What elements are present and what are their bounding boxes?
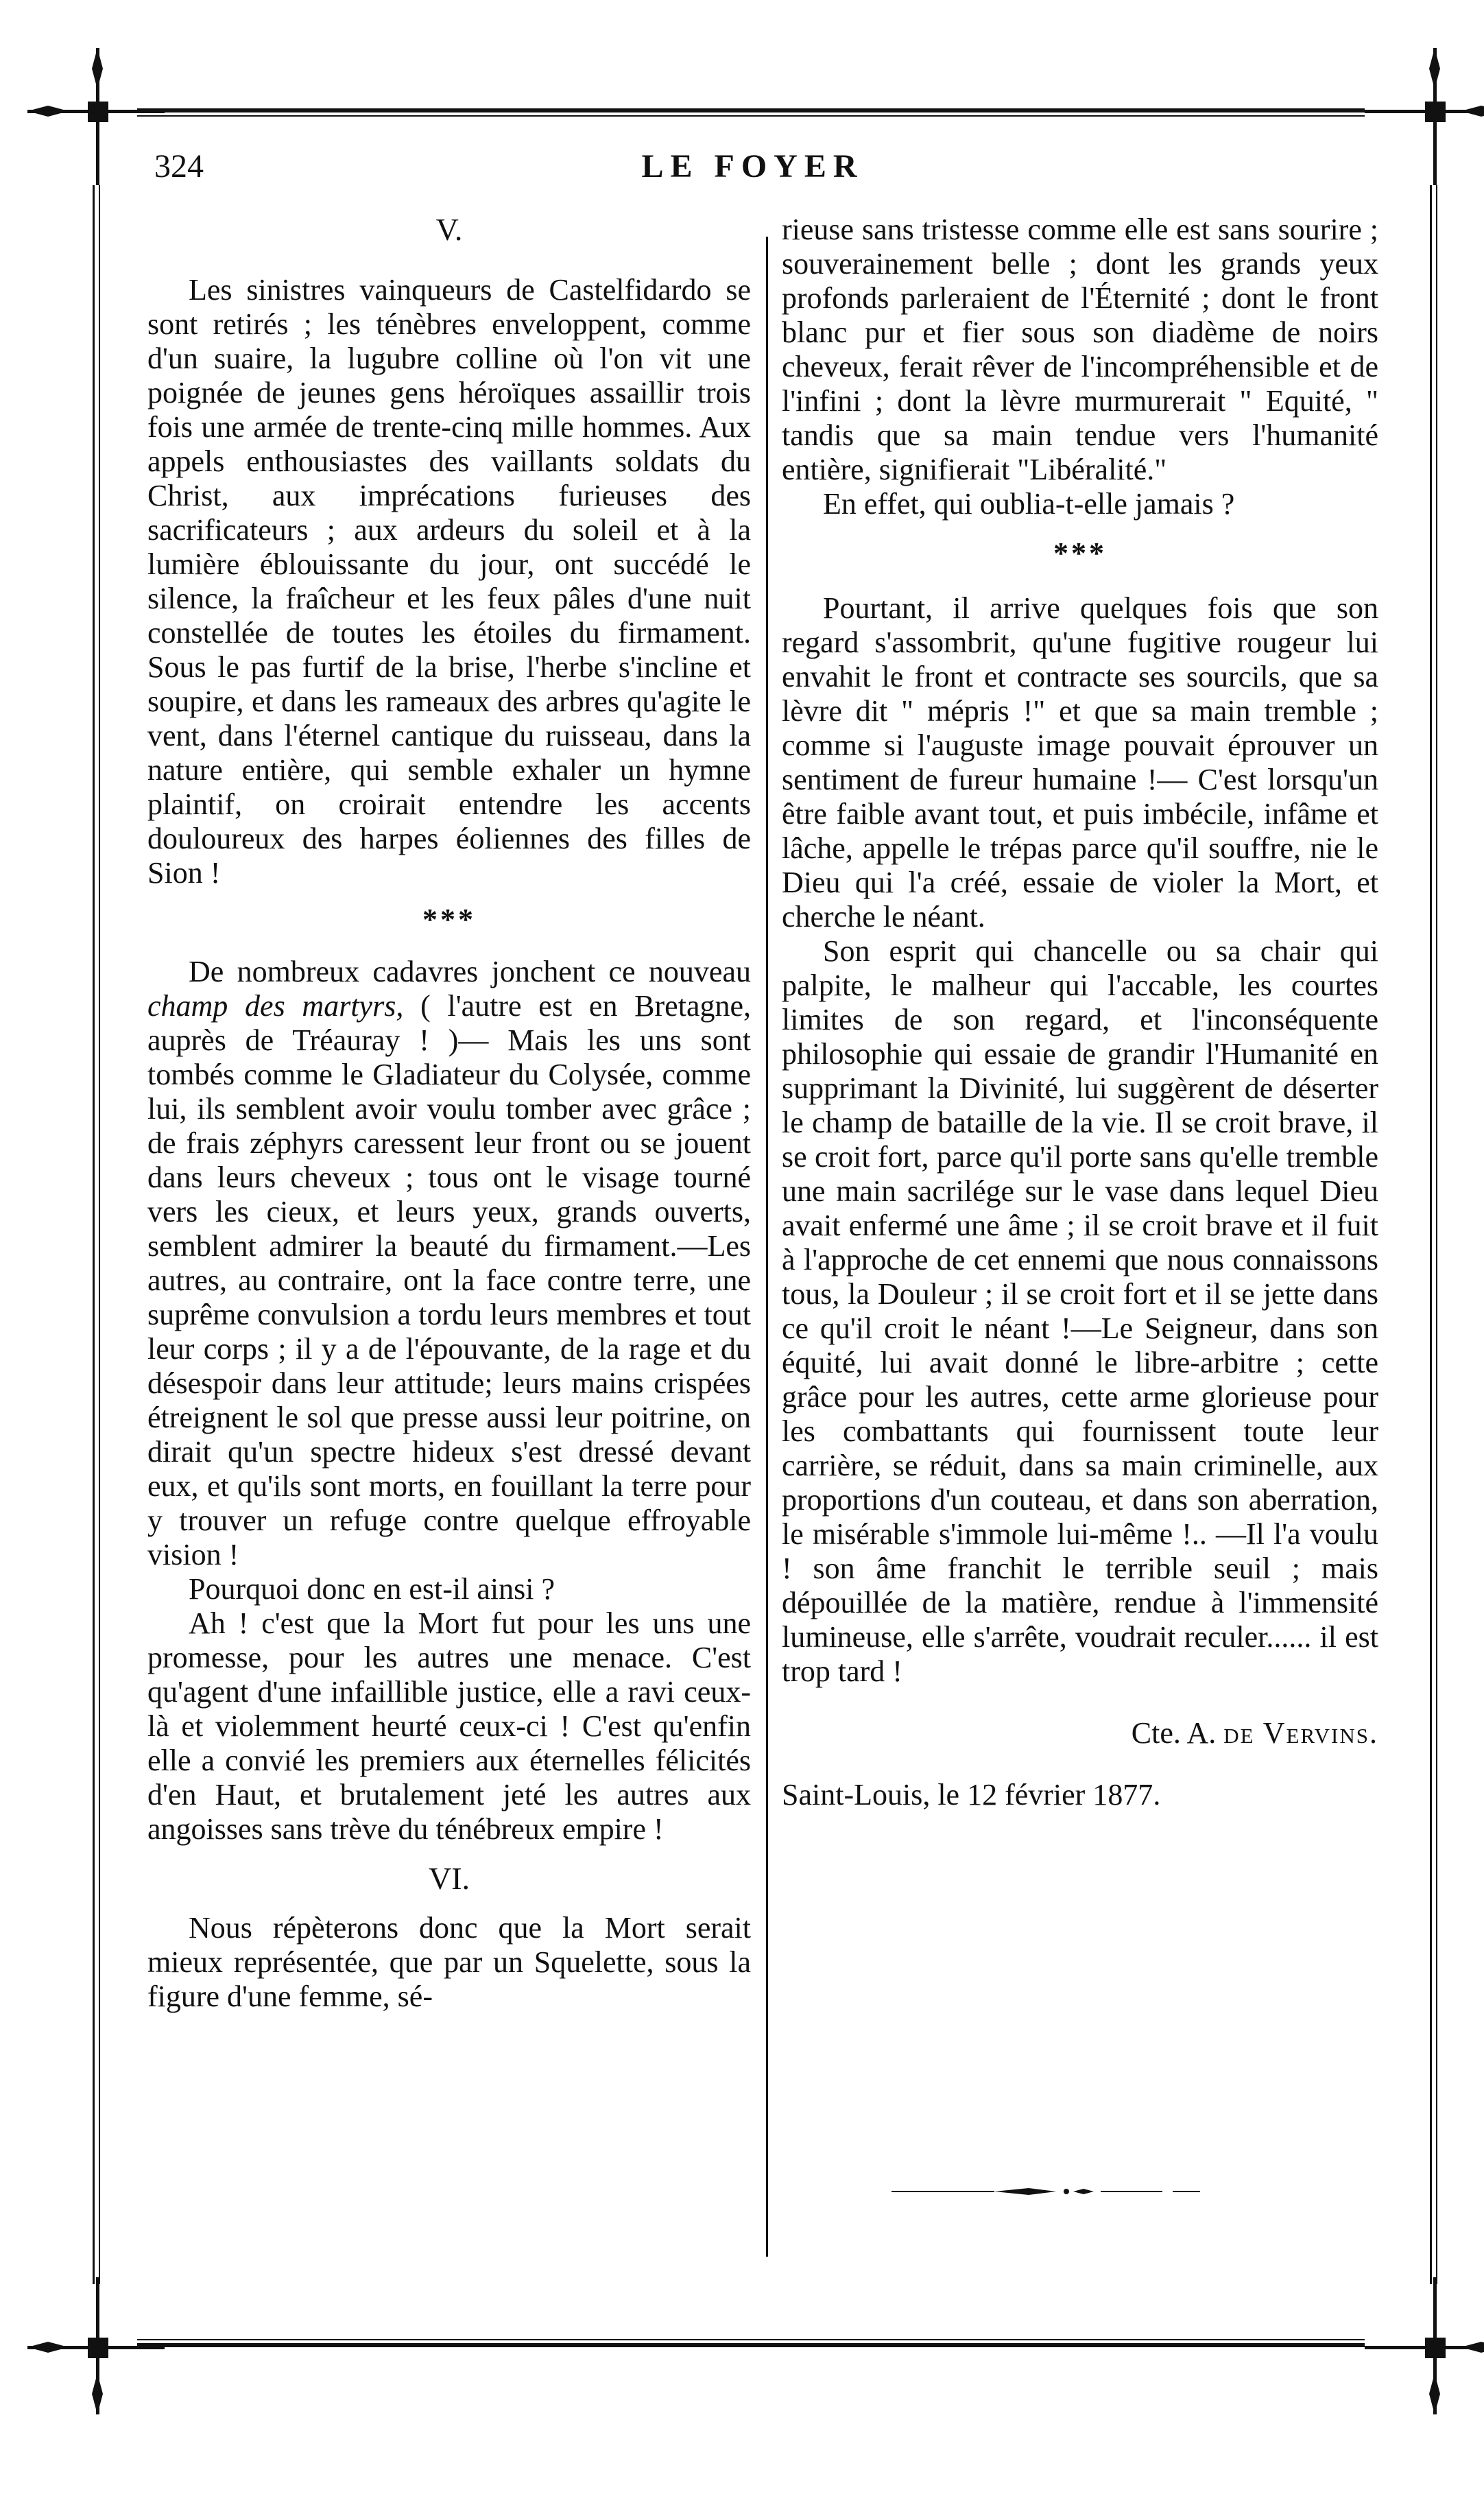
paragraph-text: ( l'autre est en Bretagne, auprès de Tréauray ! )— Mais les uns sont tombés comme le Gladiateur du Colysée, comme lui, ils semblent avoir voulu tomber avec grâce ; de frais zéphyrs caressent leur front ou se jouent dans leurs cheveux ; tous ont le visage tourné vers les cieux, et leurs yeux, grands ouverts, semblent admirer la beauté du firmament.—Les autres, au contraire, ont la face contre terre, une suprême convulsion a tordu leurs membres et tout leur corps ; il y a de l'épouvante, de la rage et du désespoir dans leur attitude; leurs mains crispées étreignent le sol que presse aussi leur poitrine, on dirait qu'un spectre hideux s'est dressé devant eux, et qu'ils sont morts, en fouillant la terre pour y trouver un refuge contre quelque effroyable vision !	[147, 989, 751, 1571]
journal-title: LE FOYER	[641, 148, 864, 185]
paragraph-text: De nombreux cadavres jonchent ce nouveau	[189, 955, 751, 988]
paragraph: rieuse sans tristesse comme elle est sans sourire ; souverainement belle ; dont les grands yeux profonds parleraient de l'Éternité ; dont le front blanc pur et fier sous son diadème de noirs cheveux, ferait rêver de l'incompréhensible et de l'infini ; dont la lèvre murmurerait " Equité, " tandis que sa main tendue vers l'humanité entière, signifierait "Libéralité."	[782, 213, 1378, 486]
bottom-right-corner-ornament	[1365, 2277, 1484, 2414]
author-signature	[782, 1716, 1378, 1750]
right-border-rule	[1430, 185, 1439, 2284]
section-heading-vi: VI.	[428, 1861, 470, 1896]
paragraph	[147, 955, 751, 1572]
italic-phrase: champ des martyrs,	[147, 989, 404, 1023]
paragraph: Pourtant, il arrive quelques fois que son regard s'assombrit, qu'une fugitive rougeur lui envahit le front et contracte ses sourcils, que sa lèvre dit " mépris !" et que sa main tremble ; comme si l'auguste image pouvait éprouver un sentiment de fureur humaine !— C'est lorsqu'un être faible avant tout, et puis imbécile, infâme et lâche, appelle le trépas parce qu'il souffre, nie le Dieu qui l'a créé, essaie de violer la Mort, et cherche le néant.	[782, 591, 1378, 934]
paragraph: Pourquoi donc en est-il ainsi ?	[189, 1572, 555, 1606]
top-right-corner-ornament	[1365, 48, 1484, 185]
column-divider	[766, 237, 768, 2257]
paragraph: Nous répèterons donc que la Mort serait mieux représentée, que par un Squelette, sous la figure d'une femme, sé-	[147, 1911, 751, 2013]
section-heading-v: V.	[435, 212, 463, 247]
paragraph: Ah ! c'est que la Mort fut pour les uns une promesse, pour les autres une menace. C'est qu'agent d'une infaillible justice, elle a ravi ceux-là et violemment heurté ceux-ci ! C'est qu'enfin elle a convié les premiers aux éternelles félicités d'en Haut, et brutalement jeté les autres aux angoisses sans trève du ténébreux empire !	[147, 1606, 751, 1846]
paragraph: En effet, qui oublia-t-elle jamais ?	[823, 487, 1235, 521]
asterism-separator: ***	[1053, 536, 1107, 570]
left-column	[147, 213, 751, 2014]
signature-name: de Vervins.	[1223, 1716, 1378, 1750]
paragraph: Les sinistres vainqueurs de Castelfidardo se sont retirés ; les ténèbres enveloppent, comme d'un suaire, la lugubre colline où l'on vit une poignée de jeunes gens héroïques assaillir trois fois une armée de trente-cinq mille hommes. Aux appels enthousiastes des vaillants soldats du Christ, aux imprécations furieuses des sacrificateurs ; aux ardeurs du soleil et à la lumière éblouissante du jour, ont succédé le silence, la fraîcheur et les feux pâles d'une nuit constellée de toutes les étoiles du firmament. Sous le pas furtif de la brise, l'herbe s'incline et soupire, et dans les rameaux des arbres qu'agite le vent, dans l'éternel cantique du ruisseau, dans la nature entière, qui semble exhaler un hymne plaintif, on croirait entendre les accents douloureux des harpes éoliennes des filles de Sion !	[147, 273, 751, 890]
paragraph: Son esprit qui chancelle ou sa chair qui palpite, le malheur qui l'accable, les courtes limites de son regard, et l'inconséquente philosophie qui essaie de grandir l'Humanité en supprimant la Divinité, lui suggèrent de déserter le champ de bataille de la vie. Il se croit brave, il se croit fort, parce qu'il porte sans qu'elle tremble une main sacrilége sur le vase dans lequel Dieu avait enfermé une âme ; il se croit brave et il fuit à l'approche de cet ennemi que nous connaissons tous, la Douleur ; il se croit fort et il se jette dans ce qu'il croit le néant !—Le Seigneur, dans son équité, lui avait donné le libre-arbitre ; cette grâce pour les autres, cette arme glorieuse pour les combattants qui fournissent toute leur carrière, se réduit, dans sa main criminelle, aux proportions d'un couteau, et dans son aberration, le misérable s'immole lui-même !.. —Il l'a voulu ! son âme franchit le terrible seuil ; mais dépouillée de la matière, rendue à l'immensité lumineuse, elle s'arrête, voudrait reculer...... il est trop tard !	[782, 934, 1378, 1688]
dateline: Saint-Louis, le 12 février 1877.	[782, 1778, 1161, 1812]
bottom-border-rule	[137, 2339, 1365, 2350]
top-border-rule	[137, 108, 1365, 119]
signature-prefix: Cte. A.	[1131, 1716, 1224, 1750]
running-head	[154, 141, 1351, 202]
asterism-separator: ***	[422, 903, 476, 936]
left-border-rule	[93, 185, 102, 2284]
closing-flourish-ornament	[891, 2185, 1234, 2198]
right-column	[782, 213, 1378, 1812]
page-number: 324	[154, 148, 204, 185]
